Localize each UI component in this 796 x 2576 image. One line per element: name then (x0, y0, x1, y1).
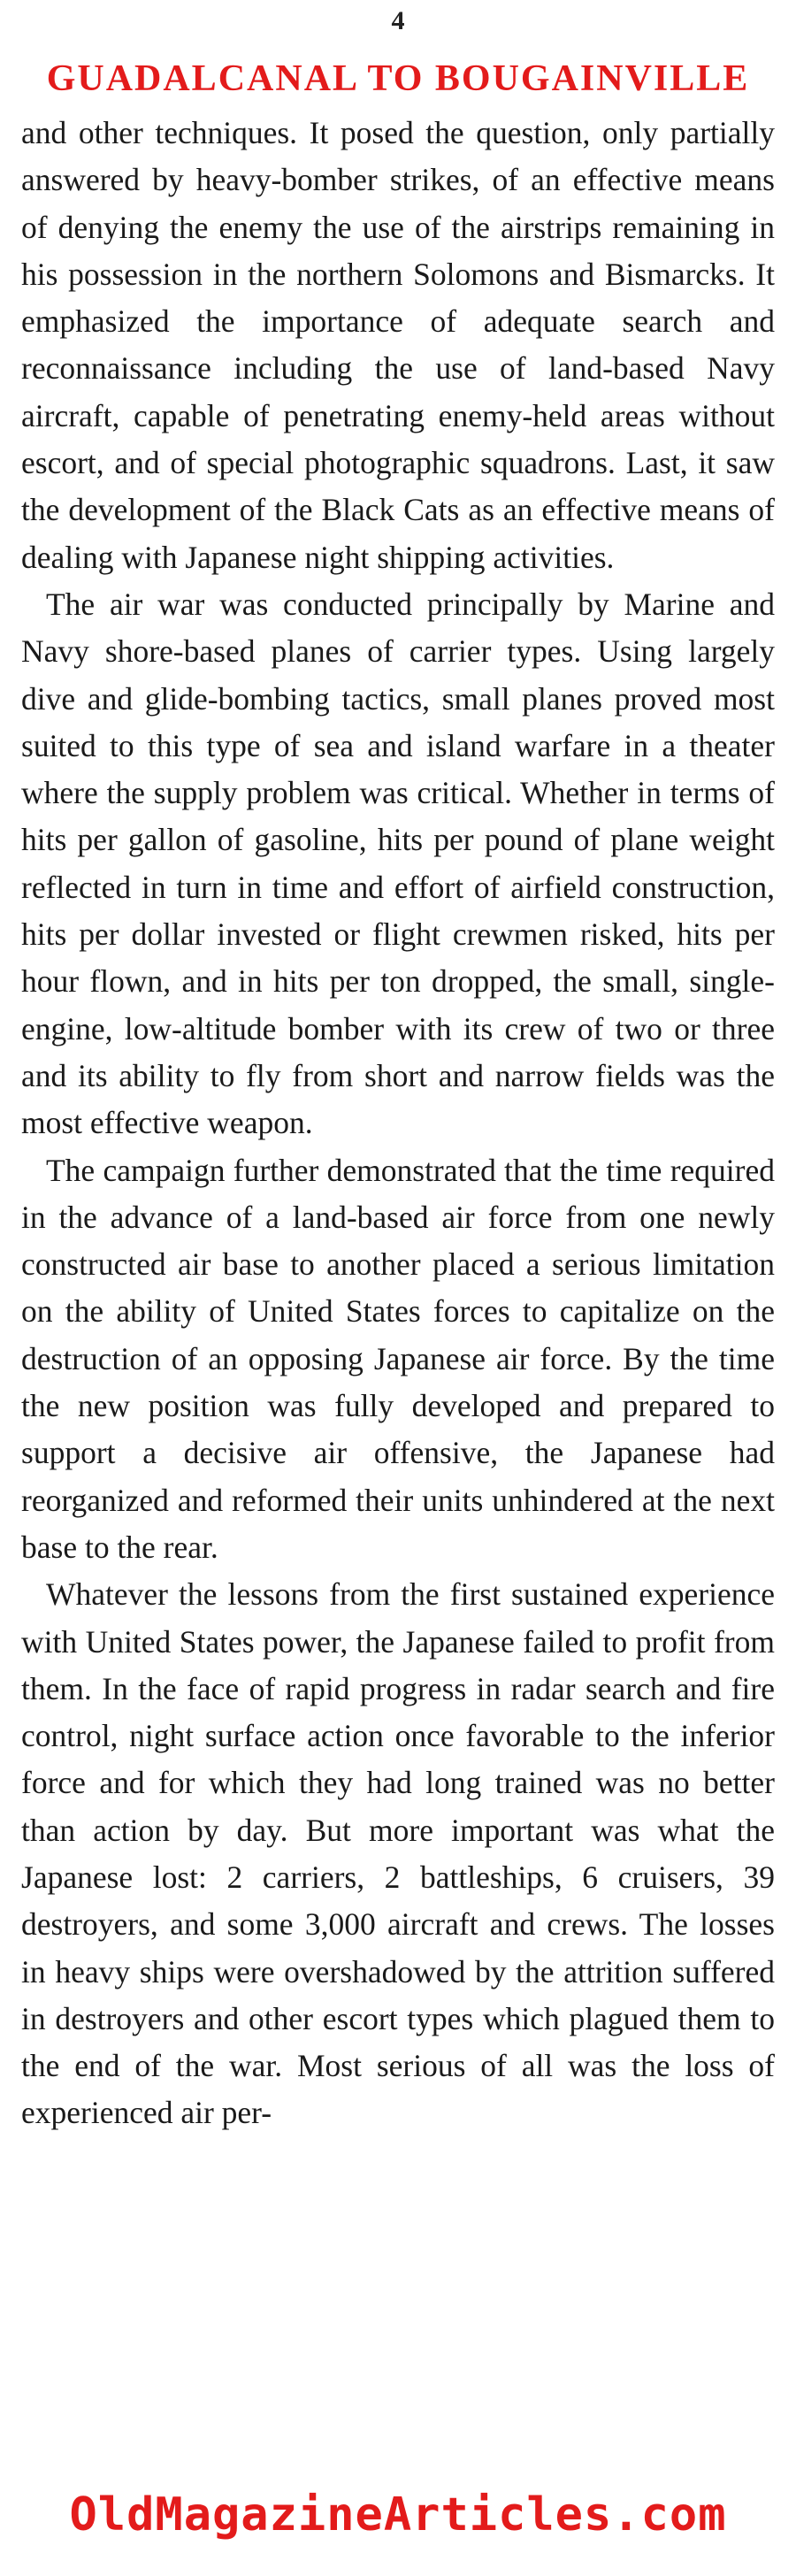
article-body (21, 110, 775, 2137)
site-watermark: OldMagazineArticles.com (69, 2488, 727, 2542)
page-number: 4 (391, 6, 405, 35)
article-paragraph: The campaign further demonstrated that the time required in the advance of a land-based air force from one newly constructed air base to another placed a serious limitation on the ability of United States forces to capitalize on the destruction of an opposing Japanese air force. By the time the new position was fully developed and prepared to support a decisive air offensive, the Japanese had reorganized and reformed their units unhindered at the next base to the rear. (21, 1152, 775, 1565)
article-paragraph: and other techniques. It posed the question, only partially answered by heavy-bomber strikes, of an effective means of denying the enemy the use of the airstrips remaining in his possession in the northern Solomons and Bismarcks. It emphasized the importance of adequate search and reconnaissance including the use of land-based Navy aircraft, capable of penetrating enemy-held areas without escort, and of special photographic squadrons. Last, it saw the development of the Black Cats as an effective means of dealing with Japanese night shipping activities. (21, 115, 775, 575)
article-paragraph: The air war was conducted principally by Marine and Navy shore-based planes of carrier types. Using largely dive and glide-bombing tactics, small planes proved most suited to this type of sea and island warfare in a theater where the supply problem was critical. Whether in terms of hits per gallon of gasoline, hits per pound of plane weight reflected in turn in time and effort of airfield construction, hits per dollar invested or flight crewmen risked, hits per hour flown, and in hits per ton dropped, the small, single-engine, low-altitude bomber with its crew of two or three and its ability to fly from short and narrow fields was the most effective weapon. (21, 586, 775, 1141)
running-head: GUADALCANAL TO BOUGAINVILLE (46, 58, 750, 99)
article-paragraph: Whatever the lessons from the first sustained experience with United States power, the Japanese failed to profit from them. In the face of rapid progress in radar search and fire control, night surface action once favorable to the inferior force and for which they had long trained was no better than action by day. But more important was what the Japanese lost: 2 carriers, 2 battleships, 6 cruisers, 39 destroyers, and some 3,000 aircraft and crews. The losses in heavy ships were overshadowed by the attrition suffered in destroyers and other escort types which plagued them to the end of the war. Most serious of all was the loss of experienced air per- (21, 1576, 775, 2131)
